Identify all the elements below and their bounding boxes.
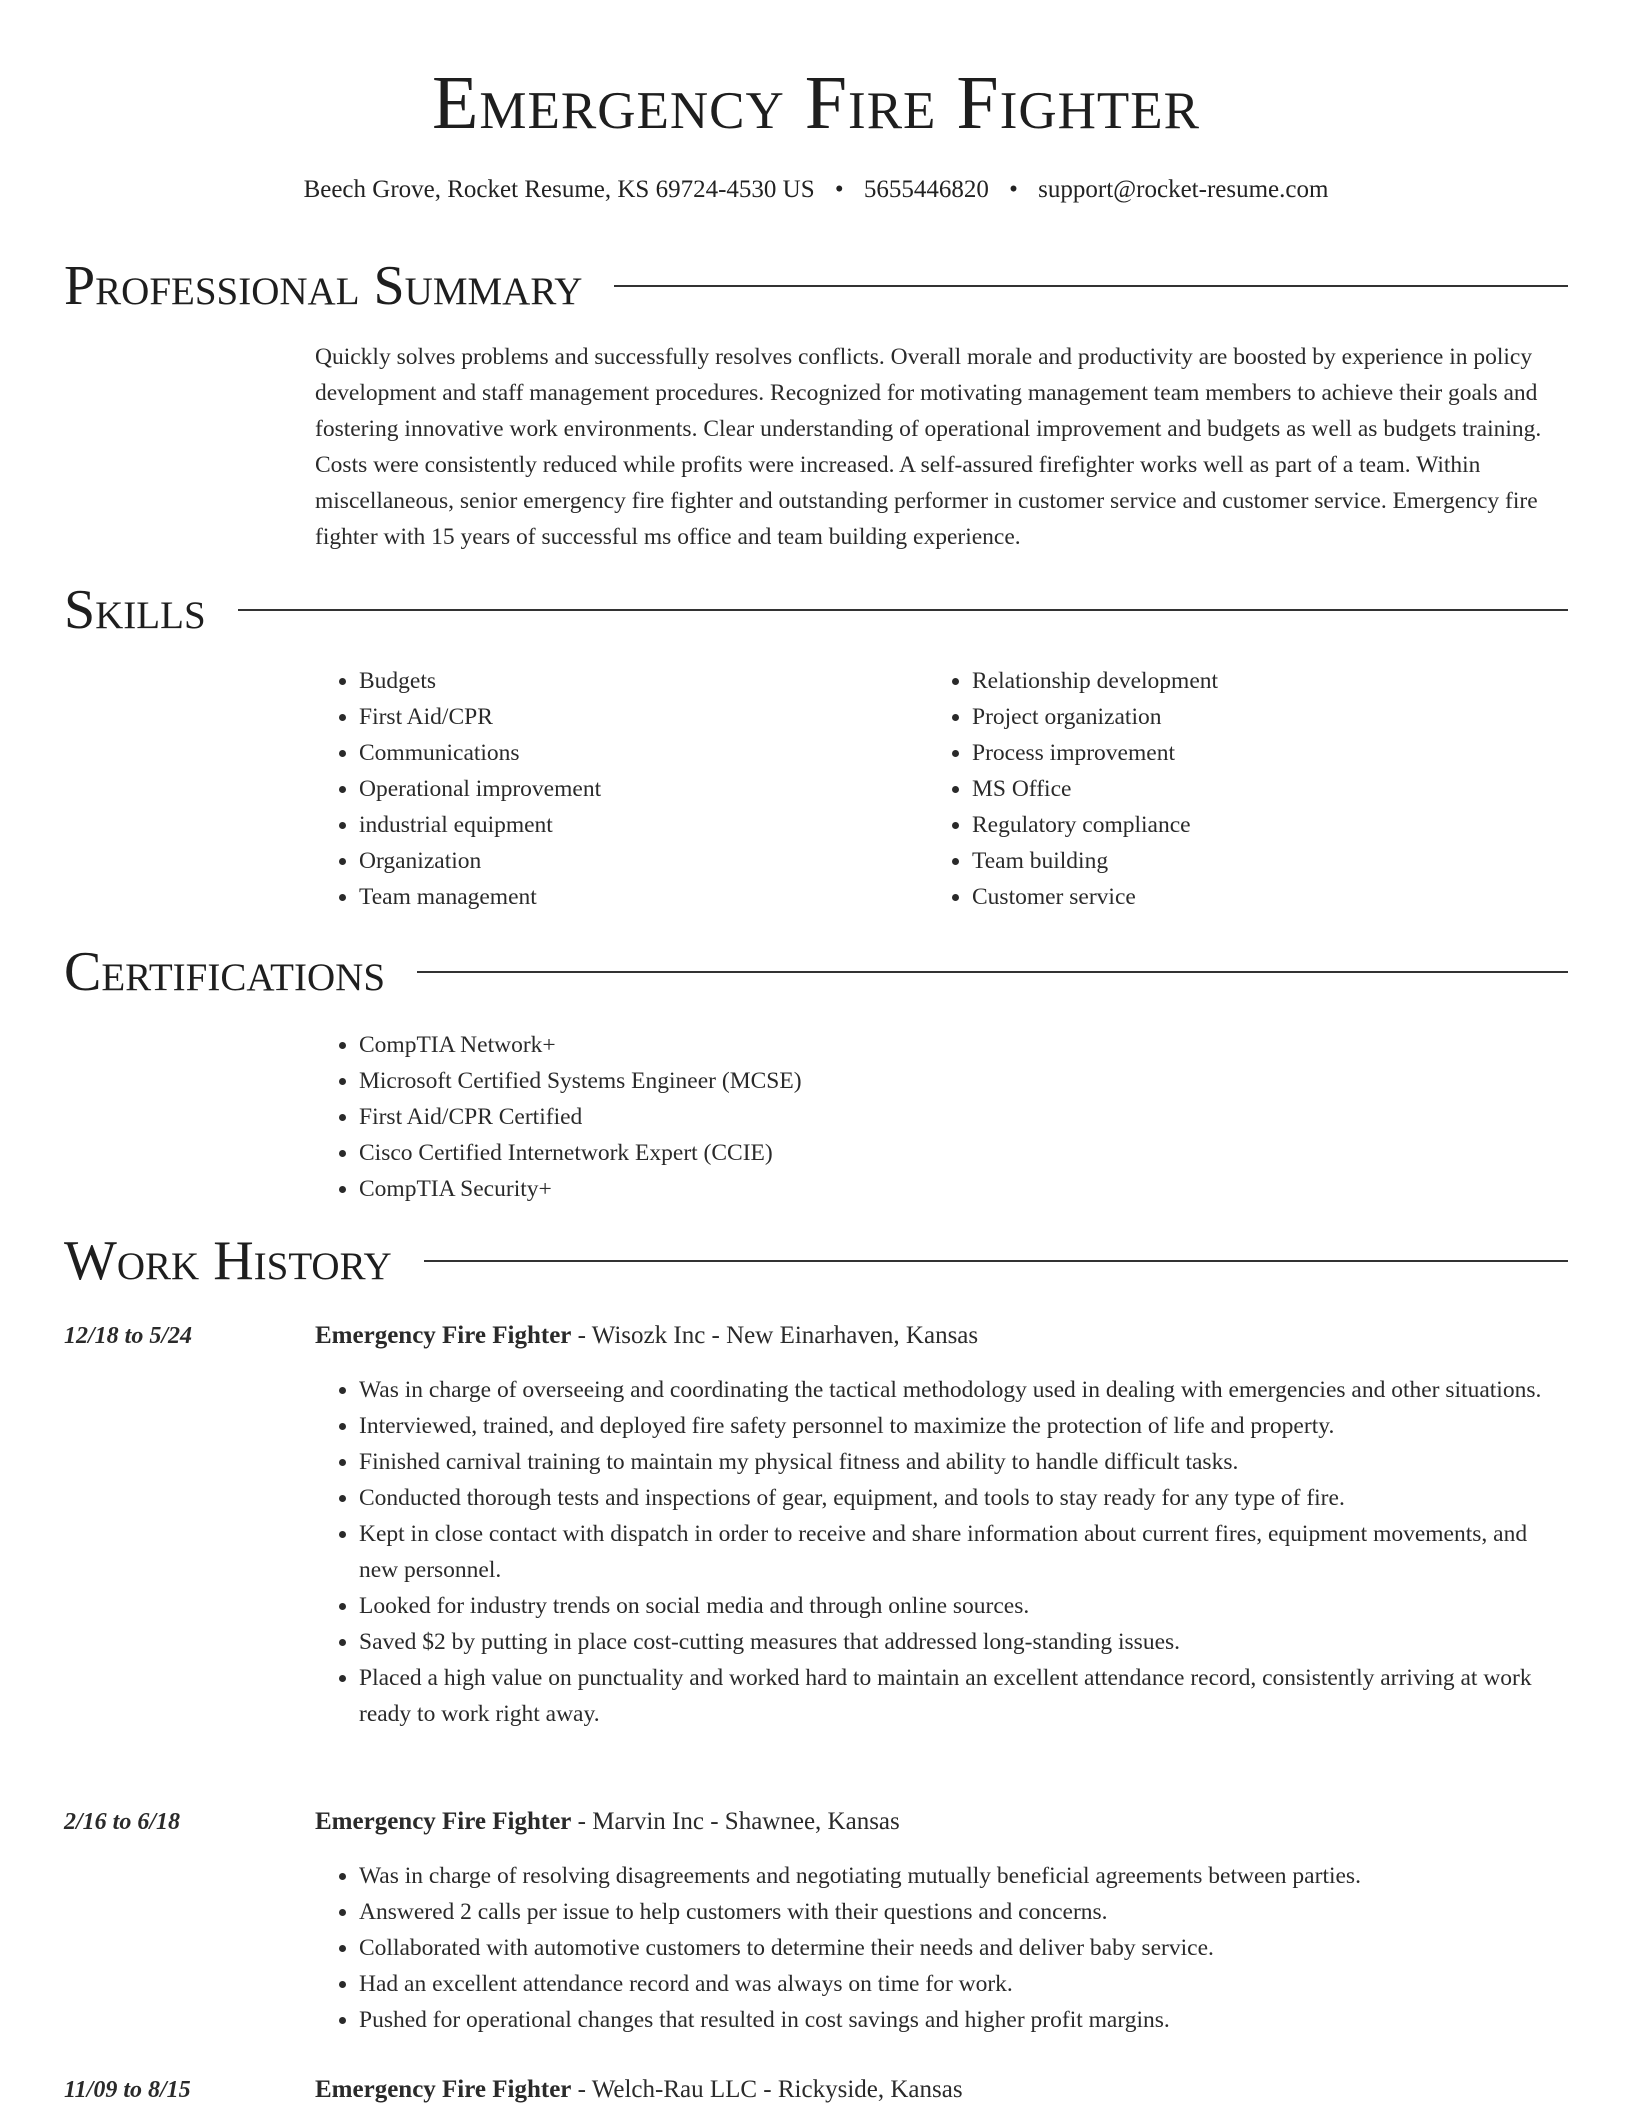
contact-address: Beech Grove, Rocket Resume, KS 69724-4530 US	[303, 176, 815, 203]
certification-item: • CompTIA Security+	[359, 1171, 1215, 1207]
contact-separator: •	[834, 176, 844, 203]
section-divider	[417, 971, 1568, 973]
duties-list	[315, 1858, 1565, 2038]
contact-line	[0, 174, 1632, 206]
skills-list-left	[315, 663, 875, 915]
section-title-certifications: Certifications	[64, 941, 386, 1003]
section-header-skills	[64, 578, 1568, 642]
skills-column-right	[928, 663, 1488, 915]
skill-item: • Budgets	[359, 663, 875, 699]
skill-item: • Customer service	[972, 879, 1488, 915]
duties-list	[315, 1372, 1565, 1732]
job-duties	[315, 1858, 1565, 2038]
certifications-block	[315, 1027, 1215, 1207]
job-dates: 11/09 to 8/15	[64, 2077, 191, 2103]
section-divider	[238, 609, 1568, 611]
duty-item: • Kept in close contact with dispatch in order to receive and share information about current fires, equipment movements, and new personnel.	[359, 1516, 1565, 1588]
duty-item: • Collaborated with automotive customers to determine their needs and deliver baby service.	[359, 1930, 1565, 1966]
certification-item: • Microsoft Certified Systems Engineer (MCSE)	[359, 1063, 1215, 1099]
skill-item: • Process improvement	[972, 735, 1488, 771]
certification-item: • First Aid/CPR Certified	[359, 1099, 1215, 1135]
skill-item: • Communications	[359, 735, 875, 771]
skills-list-right	[928, 663, 1488, 915]
skill-item: • Team building	[972, 843, 1488, 879]
skill-item: • Team management	[359, 879, 875, 915]
job-dates: 2/16 to 6/18	[64, 1809, 181, 1835]
job-company: - Wisozk Inc - New Einarhaven, Kansas	[571, 1322, 979, 1349]
section-divider	[614, 285, 1568, 287]
certifications-list	[315, 1027, 1215, 1207]
skills-column-left	[315, 663, 875, 915]
job-title-line	[315, 1804, 900, 1840]
skill-item: • Project organization	[972, 699, 1488, 735]
contact-phone: 5655446820	[863, 176, 989, 203]
section-header-work-history	[64, 1229, 1568, 1293]
duty-item: • Conducted thorough tests and inspections of gear, equipment, and tools to stay ready for any type of fire.	[359, 1480, 1565, 1516]
skill-item: • Regulatory compliance	[972, 807, 1488, 843]
skill-item: • industrial equipment	[359, 807, 875, 843]
skill-item: • Relationship development	[972, 663, 1488, 699]
duty-item: • Answered 2 calls per issue to help customers with their questions and concerns.	[359, 1894, 1565, 1930]
duty-item: • Was in charge of resolving disagreements and negotiating mutually beneficial agreements between parties.	[359, 1858, 1565, 1894]
duty-item: • Finished carnival training to maintain my physical fitness and ability to handle difficult tasks.	[359, 1444, 1565, 1480]
duty-item: • Interviewed, trained, and deployed fire safety personnel to maximize the protection of life and property.	[359, 1408, 1565, 1444]
job-title: Emergency Fire Fighter	[315, 1322, 572, 1349]
job-title: Emergency Fire Fighter	[315, 1808, 572, 1835]
duty-item: • Saved $2 by putting in place cost-cutting measures that addressed long-standing issues.	[359, 1624, 1565, 1660]
section-title-skills: Skills	[64, 579, 206, 641]
section-divider	[424, 1260, 1568, 1262]
candidate-name: Emergency Fire Fighter	[431, 61, 1201, 145]
duty-item: • Placed a high value on punctuality and worked hard to maintain an excellent attendance record, consistently arriving at work ready to work right away.	[359, 1660, 1565, 1732]
contact-separator: •	[1009, 176, 1018, 203]
job-company: - Welch-Rau LLC - Rickyside, Kansas	[571, 2076, 963, 2103]
skill-item: • Operational improvement	[359, 771, 875, 807]
job-title-line	[315, 1318, 978, 1354]
contact-email: support@rocket-resume.com	[1038, 176, 1329, 203]
skill-item: • First Aid/CPR	[359, 699, 875, 735]
duty-item: • Had an excellent attendance record and was always on time for work.	[359, 1966, 1565, 2002]
section-header-summary	[64, 254, 1568, 318]
skill-item: • Organization	[359, 843, 875, 879]
skill-item: • MS Office	[972, 771, 1488, 807]
section-title-work-history: Work History	[64, 1230, 392, 1292]
certification-item: • CompTIA Network+	[359, 1027, 1215, 1063]
summary-text: Quickly solves problems and successfully resolves conflicts. Overall morale and productivity are boosted by experience in policy development and staff management procedures. Recognized for motivating management team members to achieve their goals and fostering innovative work environments. Clear understanding of operational improvement and budgets as well as budgets training. Costs were consistently reduced while profits were increased. A self-assured firefighter works well as part of a team. Within miscellaneous, senior emergency fire fighter and outstanding performer in customer service and customer service. Emergency fire fighter with 15 years of successful ms office and team building experience.	[315, 344, 1542, 550]
certification-item: • Cisco Certified Internetwork Expert (CCIE)	[359, 1135, 1215, 1171]
duty-item: • Was in charge of overseeing and coordinating the tactical methodology used in dealing with emergencies and other situations.	[359, 1372, 1565, 1408]
duty-item: • Pushed for operational changes that resulted in cost savings and higher profit margins.	[359, 2002, 1565, 2038]
job-company: - Marvin Inc - Shawnee, Kansas	[571, 1808, 900, 1835]
job-title: Emergency Fire Fighter	[315, 2076, 572, 2103]
section-header-certifications	[64, 940, 1568, 1004]
section-title-summary: Professional Summary	[64, 255, 583, 317]
job-title-line	[315, 2072, 963, 2108]
job-dates: 12/18 to 5/24	[64, 1323, 193, 1349]
duty-item: • Looked for industry trends on social media and through online sources.	[359, 1588, 1565, 1624]
job-duties	[315, 1372, 1565, 1732]
